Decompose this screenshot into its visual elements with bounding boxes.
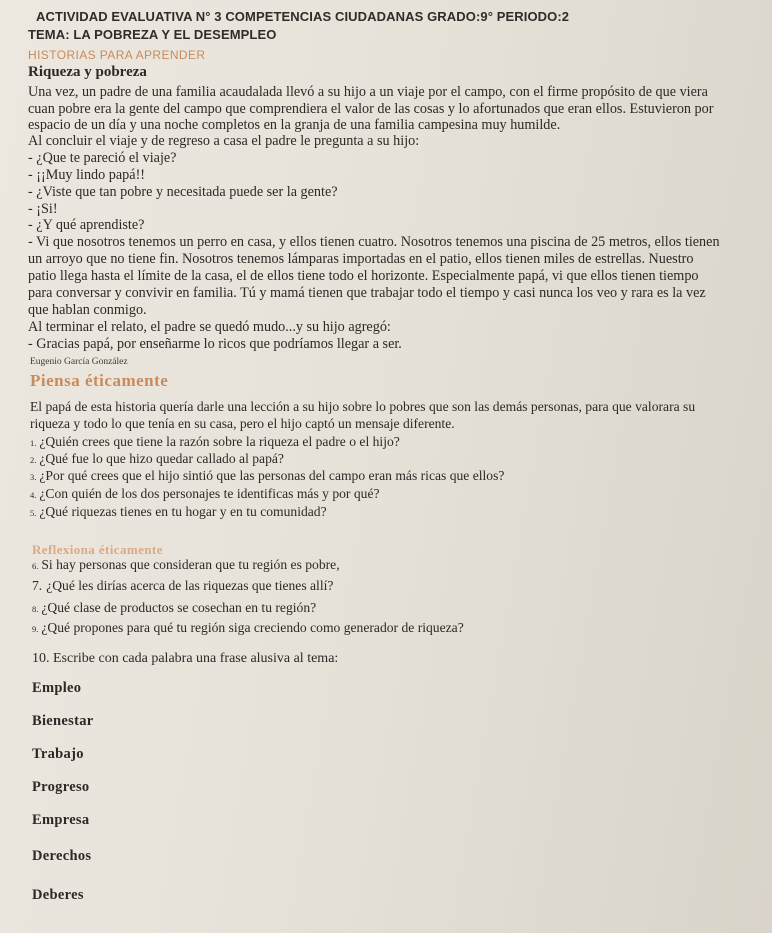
question-number: 7. [32,578,43,593]
reflexiona-heading: Reflexiona éticamente [32,542,163,557]
activity-header: ACTIVIDAD EVALUATIVA N° 3 COMPETENCIAS CIUDADANAS GRADO:9° PERIODO:2 [36,9,570,24]
story-line: - ¿Viste que tan pobre y necesitada puede ser la gente? [28,184,338,200]
question-text: Si hay personas que consideran que tu región es pobre, [41,557,340,572]
section-heading: HISTORIAS PARA APRENDER [28,48,206,62]
question-text: ¿Qué propones para qué tu región siga creciendo como generador de riqueza? [41,620,464,635]
story-line: un arroyo que no tiene fin. Nosotros tenemos lámparas importadas en el patio, ellos tienen miles de estrellas. Nuestro [28,251,694,267]
topic-title: TEMA: LA POBREZA Y EL DESEMPLEO [28,27,277,42]
story-line: - ¡¡Muy lindo papá!! [28,167,146,183]
question-7 [32,578,333,594]
word-derechos: Derechos [32,848,92,864]
question-number: 2. [30,455,37,465]
question-2 [30,451,284,467]
story-line: Una vez, un padre de una familia acaudalada llevó a su hijo a un viaje por el campo, con el firme propósito de que viera [28,84,708,100]
question-number: 1. [30,438,37,448]
question-number: 8. [32,604,39,614]
question-number: 9. [32,624,39,634]
question-number: 6. [32,561,39,571]
question-text: ¿Quién crees que tiene la razón sobre la riqueza el padre o el hijo? [39,434,400,449]
story-line: Al terminar el relato, el padre se quedó mudo...y su hijo agregó: [28,319,391,335]
word-bienestar: Bienestar [32,713,94,729]
question-number: 5. [30,508,37,518]
piensa-heading: Piensa éticamente [30,371,169,390]
story-title: Riqueza y pobreza [28,64,147,80]
story-line: - Gracias papá, por enseñarme lo ricos que podríamos llegar a ser. [28,336,402,352]
question-9 [32,620,464,636]
question-number: 3. [30,472,37,482]
piensa-intro-line: El papá de esta historia quería darle una lección a su hijo sobre lo pobres que son las demás personas, para que valorara su [30,399,696,414]
story-author: Eugenio García González [30,357,128,367]
story-line: - ¿Y qué aprendiste? [28,217,145,233]
word-trabajo: Trabajo [32,746,84,762]
question-8 [32,600,316,616]
word-empresa: Empresa [32,812,90,828]
story-line: - ¿Que te pareció el viaje? [28,150,177,166]
question-text: ¿Qué riquezas tienes en tu hogar y en tu comunidad? [39,504,327,519]
question-number: 4. [30,490,37,500]
story-line: espacio de un día y una noche completos en la granja de una familia campesina muy humilde. [28,117,561,133]
story-line: para conversar y convivir en familia. Tú y mamá tienen que trabajar todo el tiempo y casi nunca los veo y rara es la vez [28,285,706,301]
question-text: ¿Qué clase de productos se cosechan en tu región? [41,600,317,615]
question-text: ¿Qué fue lo que hizo quedar callado al papá? [39,451,284,466]
piensa-intro-line: riqueza y todo lo que tenía en su casa, pero el hijo captó un mensaje diferente. [30,416,455,431]
question-10: 10. Escribe con cada palabra una frase alusiva al tema: [32,651,339,666]
question-4 [30,486,380,502]
question-3 [30,468,504,484]
story-line: que hablan conmigo. [28,302,147,318]
word-progreso: Progreso [32,779,90,795]
question-text: ¿Por qué crees que el hijo sintió que las personas del campo eran más ricas que ellos? [39,468,505,483]
question-text: ¿Con quién de los dos personajes te identificas más y por qué? [39,486,380,501]
question-1 [30,434,400,450]
question-5 [30,504,327,520]
story-line: cuan pobre era la gente del campo que comprendiera el valor de las cosas y lo afortunados que eran ellos. Estuvieron por [28,101,714,117]
story-line: - ¡Si! [28,201,58,217]
word-deberes: Deberes [32,887,84,903]
question-6 [32,557,340,573]
story-line: - Vi que nosotros tenemos un perro en casa, y ellos tienen cuatro. Nosotros tenemos una piscina de 25 metros, ellos tienen [28,234,720,250]
question-text: ¿Qué les dirías acerca de las riquezas que tienes allí? [46,578,334,593]
word-empleo: Empleo [32,680,82,696]
story-line: patio llega hasta el límite de la casa, el de ellos tiene todo el horizonte. Especialmente papá, vi que ellos tienen tiempo [28,268,699,284]
story-line: Al concluir el viaje y de regreso a casa el padre le pregunta a su hijo: [28,133,420,149]
